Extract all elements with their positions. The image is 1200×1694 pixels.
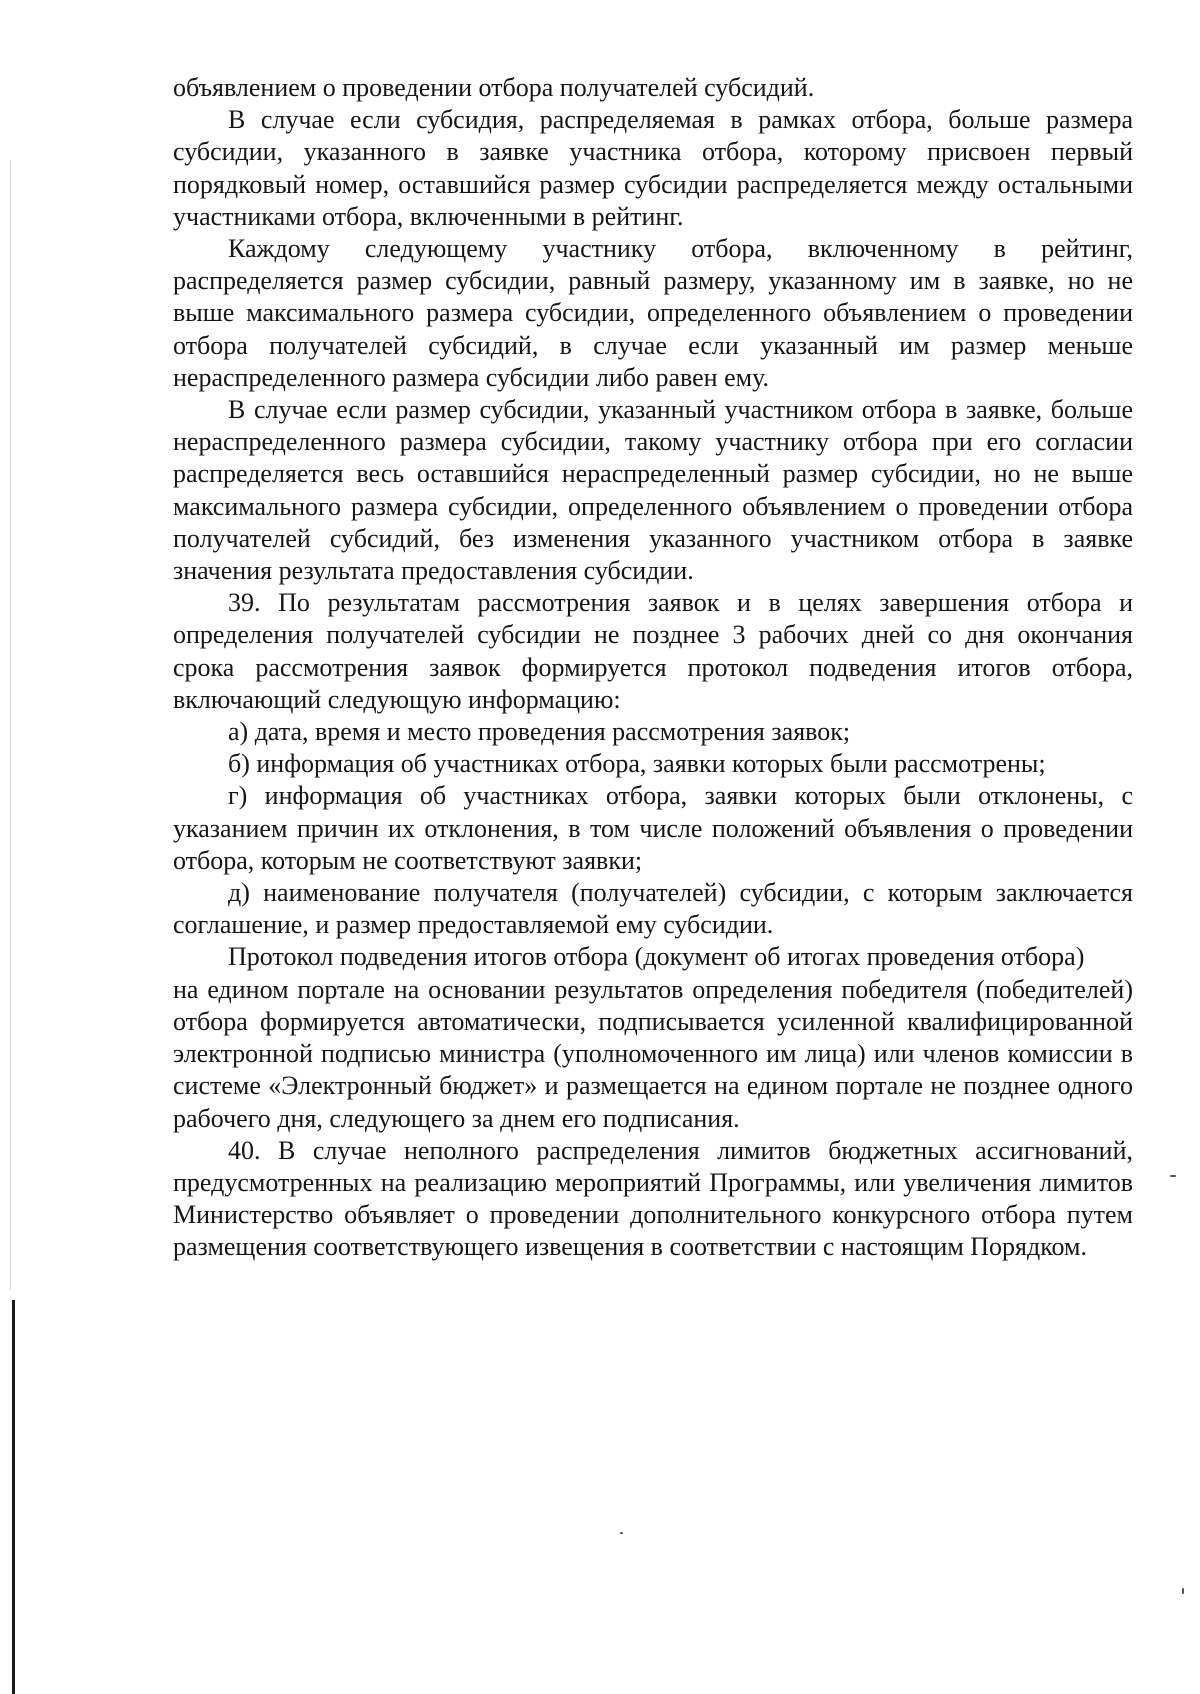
paragraph-4: В случае если размер субсидии, указанный участником отбора в заявке, больше нераспределенного размера субсидии, такому участнику отбора при его согласии распределяется весь оставшийся нераспределенный размер субсидии, но не выше максимального размера субсидии, определенного объявлением о проведении отбора получателей субсидий, без изменения указанного участником отбора в заявке значения результата предоставления субсидии. [173,395,1133,586]
list-item-b: б) информация об участниках отбора, заявки которых были рассмотрены; [228,749,1046,779]
paragraph-item-40: 40. В случае неполного распределения лимитов бюджетных ассигнований, предусмотренных на реализацию мероприятий Программы, или увеличения лимитов Министерство объявляет о проведении дополнительного конкурсного отбора путем размещения соответствующего извещения в соответствии с настоящим Порядком. [173,1135,1133,1262]
paragraph-2: В случае если субсидия, распределяемая в рамках отбора, больше размера субсидии, указанного в заявке участника отбора, которому присвоен первый порядковый номер, оставшийся размер субсидии распределяется между остальными участниками отбора, включенными в рейтинг. [173,105,1133,231]
scan-edge-faint [10,160,11,1290]
list-item-d: д) наименование получателя (получателей) субсидии, с которым заключается соглашение, и размер предоставляемой ему субсидии. [173,878,1133,940]
paragraph-portal: на едином портале на основании результатов определения победителя (победителей) отбора формируется автоматически, подписывается усиленной квалифицированной электронной подписью министра (уполномоченного им лица) или членов комиссии в системе «Электронный бюджет» и размещается на едином портале не позднее одного рабочего дня, следующего за днем его подписания. [173,974,1133,1133]
document-body [173,72,1133,1264]
scan-speck [1170,1175,1176,1177]
paragraph-3: Каждому следующему участнику отбора, включенному в рейтинг, распределяется размер субсидии, равный размеру, указанному им в заявке, но не выше максимального размера субсидии, определенного объявлением о проведении отбора получателей субсидий, в случае если указанный им размер меньше нераспределенного размера субсидии либо равен ему. [173,234,1133,392]
scan-edge-shadow [12,1300,15,1694]
paragraph-1: объявлением о проведении отбора получателей субсидий. [173,73,815,102]
list-item-g: г) информация об участниках отбора, заявки которых были отклонены, с указанием причин их отклонения, в том числе положений объявления о проведении отбора, которым не соответствуют заявки; [173,781,1133,875]
list-item-a: а) дата, время и место проведения рассмотрения заявок; [228,717,851,747]
scan-speck [620,1532,623,1534]
paragraph-protocol: Протокол подведения итогов отбора (документ об итогах проведения отбора) [228,942,1085,972]
paragraph-item-39: 39. По результатам рассмотрения заявок и в целях завершения отбора и определения получателей субсидии не позднее 3 рабочих дней со дня окончания срока рассмотрения заявок формируется протокол подведения итогов отбора, включающий следующую информацию: [173,588,1133,714]
scan-speck [1182,1588,1184,1594]
